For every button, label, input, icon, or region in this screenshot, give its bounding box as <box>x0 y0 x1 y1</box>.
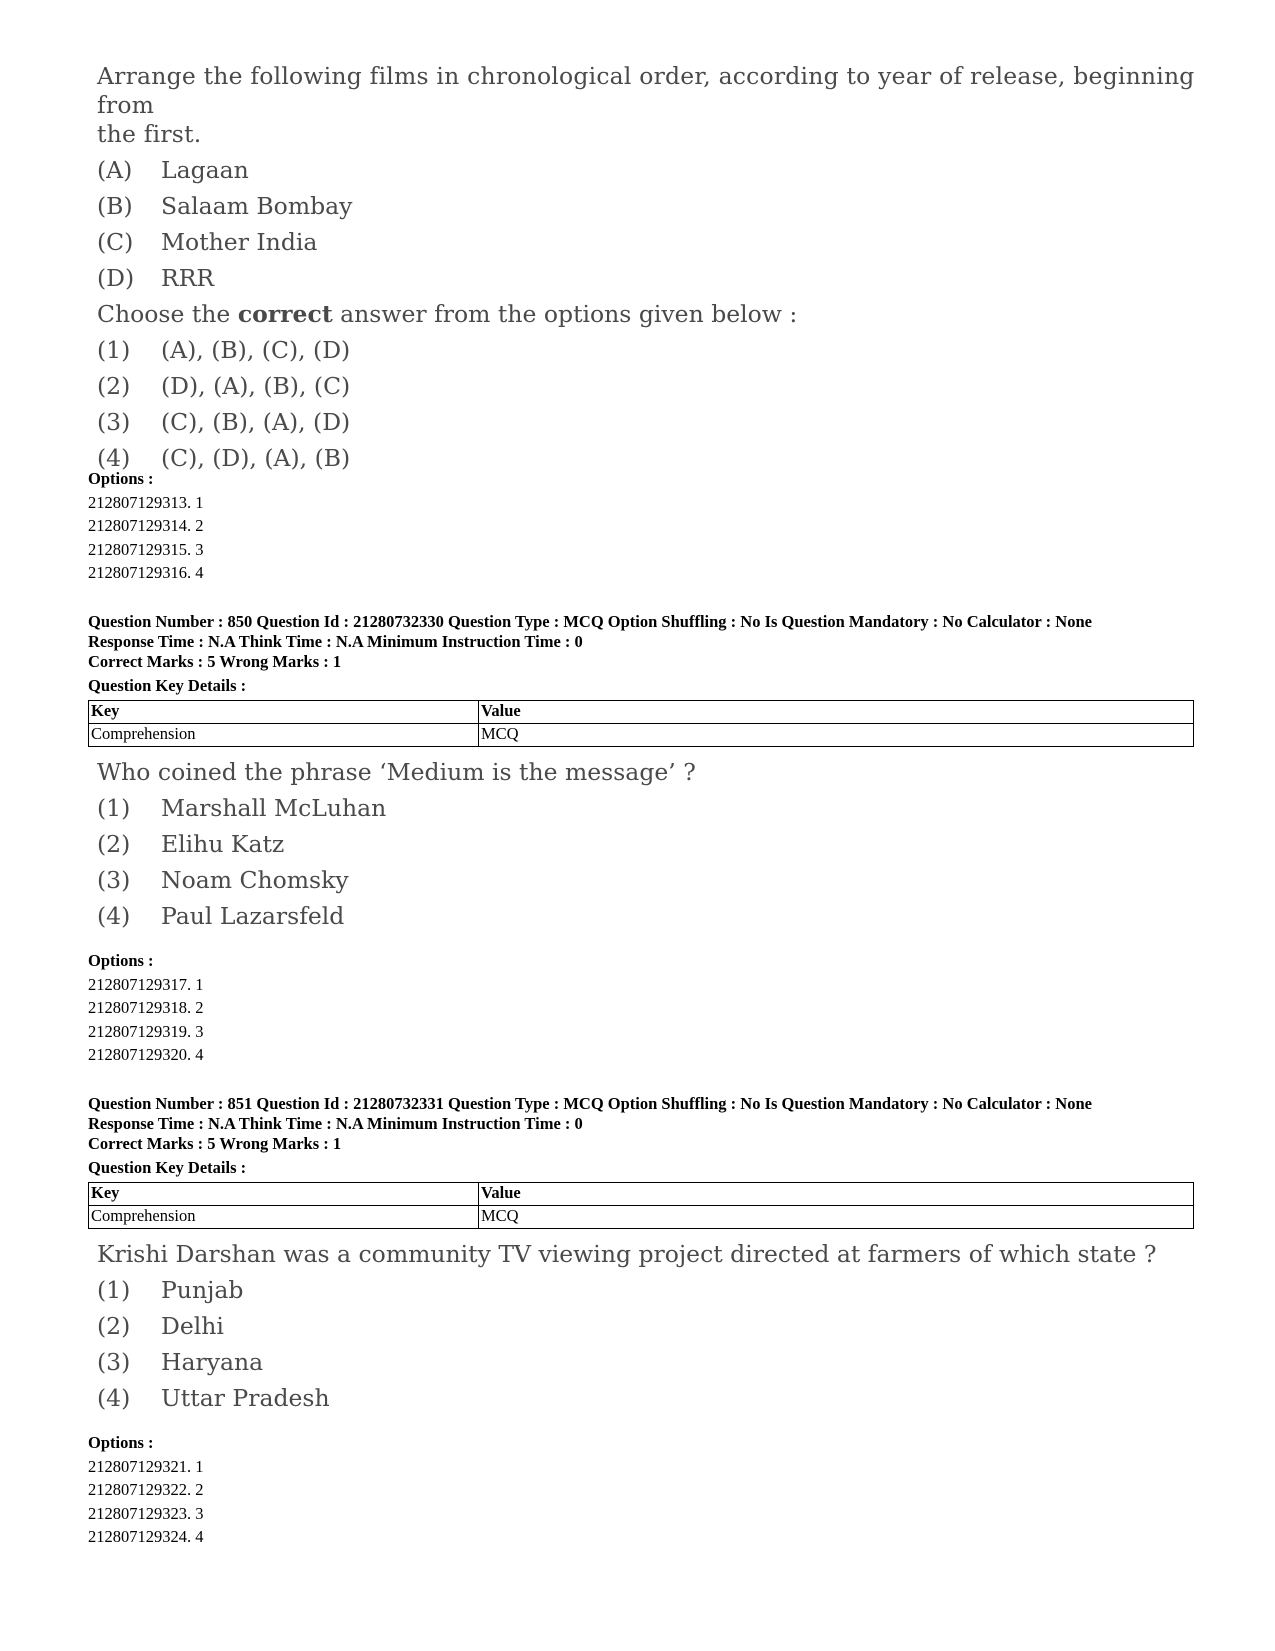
option-id: 212807129320. 4 <box>88 1045 204 1064</box>
question-image-mcluhan <box>97 754 997 934</box>
option-id: 212807129315. 3 <box>88 539 204 559</box>
choice-label: (1) <box>97 794 131 822</box>
answer-choice <box>97 862 997 898</box>
table-header-value: Value <box>479 701 1194 724</box>
option-id: 212807129318. 2 <box>88 998 204 1017</box>
item-text: RRR <box>161 264 215 292</box>
answer-choice <box>97 790 997 826</box>
item-label: (D) <box>97 264 135 292</box>
table-row <box>89 724 1194 747</box>
statement-item <box>97 224 1207 260</box>
item-text: Lagaan <box>161 156 249 184</box>
choice-label: (3) <box>97 1348 131 1376</box>
statement-item <box>97 152 1207 188</box>
answer-choice <box>97 1272 1207 1308</box>
choice-label: (3) <box>97 866 131 894</box>
table-header-row <box>89 701 1194 724</box>
table-cell-value: MCQ <box>479 724 1194 747</box>
item-label: (C) <box>97 228 134 256</box>
choice-text: Paul Lazarsfeld <box>161 902 345 930</box>
options-header: Options : <box>88 469 154 488</box>
choice-text: (A), (B), (C), (D) <box>161 336 351 364</box>
table-cell-value: MCQ <box>479 1206 1194 1229</box>
statement-item <box>97 260 1207 296</box>
question-meta <box>88 612 1092 651</box>
option-id: 212807129321. 1 <box>88 1456 204 1476</box>
choice-label: (2) <box>97 830 131 858</box>
item-text: Salaam Bombay <box>161 192 353 220</box>
question-text: Krishi Darshan was a community TV viewing project directed at farmers of which state ? <box>97 1240 1157 1268</box>
question-text: Who coined the phrase ‘Medium is the message’ ? <box>97 758 696 786</box>
option-id: 212807129317. 1 <box>88 974 204 994</box>
question-meta-line: Response Time : N.A Think Time : N.A Minimum Instruction Time : 0 <box>88 1113 583 1133</box>
answer-choice <box>97 404 1207 440</box>
choice-text: Uttar Pradesh <box>161 1384 330 1412</box>
option-id: 212807129322. 2 <box>88 1480 204 1499</box>
options-list <box>88 467 204 585</box>
question-image-krishi-darshan <box>97 1236 1207 1416</box>
table-cell-key: Comprehension <box>89 1206 479 1229</box>
option-id: 212807129314. 2 <box>88 516 204 535</box>
choice-label: (4) <box>97 1384 131 1412</box>
item-label: (B) <box>97 192 133 220</box>
choice-text: Noam Chomsky <box>161 866 349 894</box>
instruction-pre: Choose the <box>97 300 238 328</box>
choice-text: (C), (D), (A), (B) <box>161 444 351 472</box>
statement-item <box>97 188 1207 224</box>
choice-text: Marshall McLuhan <box>161 794 387 822</box>
answer-choice <box>97 898 997 934</box>
table-header-key: Key <box>89 701 479 724</box>
option-id: 212807129323. 3 <box>88 1503 204 1523</box>
question-meta <box>88 1094 1092 1133</box>
choice-label: (4) <box>97 444 131 472</box>
question-meta-line: Response Time : N.A Think Time : N.A Minimum Instruction Time : 0 <box>88 631 583 651</box>
option-id: 212807129319. 3 <box>88 1021 204 1041</box>
choice-text: Haryana <box>161 1348 264 1376</box>
question-key-table <box>88 1182 1194 1229</box>
instruction-bold: correct <box>237 300 333 328</box>
question-line: the first. <box>97 120 202 148</box>
instruction-post: answer from the options given below : <box>332 300 798 328</box>
question-key-table <box>88 700 1194 747</box>
answer-choice <box>97 368 1207 404</box>
choice-text: Elihu Katz <box>161 830 285 858</box>
table-row <box>89 1206 1194 1229</box>
options-list <box>88 1431 204 1549</box>
key-details-label: Question Key Details : <box>88 1157 247 1177</box>
choice-text: (C), (B), (A), (D) <box>161 408 351 436</box>
answer-choice <box>97 1308 1207 1344</box>
choice-text: Punjab <box>161 1276 244 1304</box>
key-details-label: Question Key Details : <box>88 675 247 695</box>
instruction-text <box>97 296 1207 332</box>
item-text: Mother India <box>161 228 318 256</box>
question-image-films <box>97 62 1207 476</box>
options-header: Options : <box>88 951 154 970</box>
item-label: (A) <box>97 156 133 184</box>
answer-choice <box>97 1380 1207 1416</box>
question-line: Arrange the following films in chronological order, according to year of release, beginning from <box>97 62 1195 119</box>
table-header-value: Value <box>479 1183 1194 1206</box>
choice-label: (2) <box>97 372 131 400</box>
question-meta-line: Question Number : 851 Question Id : 21280732331 Question Type : MCQ Option Shuffling : No Is Question Mandatory : No Calculator : None <box>88 1094 1092 1113</box>
choice-label: (1) <box>97 336 131 364</box>
option-id: 212807129324. 4 <box>88 1527 204 1546</box>
options-header: Options : <box>88 1433 154 1452</box>
option-id: 212807129313. 1 <box>88 492 204 512</box>
choice-label: (1) <box>97 1276 131 1304</box>
answer-choice <box>97 332 1207 368</box>
table-header-row <box>89 1183 1194 1206</box>
choice-label: (3) <box>97 408 131 436</box>
choice-text: Delhi <box>161 1312 224 1340</box>
question-text <box>97 62 1207 149</box>
choice-text: (D), (A), (B), (C) <box>161 372 351 400</box>
choice-label: (2) <box>97 1312 131 1340</box>
option-id: 212807129316. 4 <box>88 563 204 582</box>
answer-choice <box>97 826 997 862</box>
table-header-key: Key <box>89 1183 479 1206</box>
options-list <box>88 949 204 1067</box>
marks-info <box>88 1132 341 1179</box>
question-meta-line: Question Number : 850 Question Id : 21280732330 Question Type : MCQ Option Shuffling : No Is Question Mandatory : No Calculator : None <box>88 612 1092 631</box>
marks-info <box>88 650 341 697</box>
table-cell-key: Comprehension <box>89 724 479 747</box>
marks-line: Correct Marks : 5 Wrong Marks : 1 <box>88 652 342 671</box>
answer-choice <box>97 1344 1207 1380</box>
answer-choice <box>97 440 1207 476</box>
marks-line: Correct Marks : 5 Wrong Marks : 1 <box>88 1134 342 1153</box>
choice-label: (4) <box>97 902 131 930</box>
